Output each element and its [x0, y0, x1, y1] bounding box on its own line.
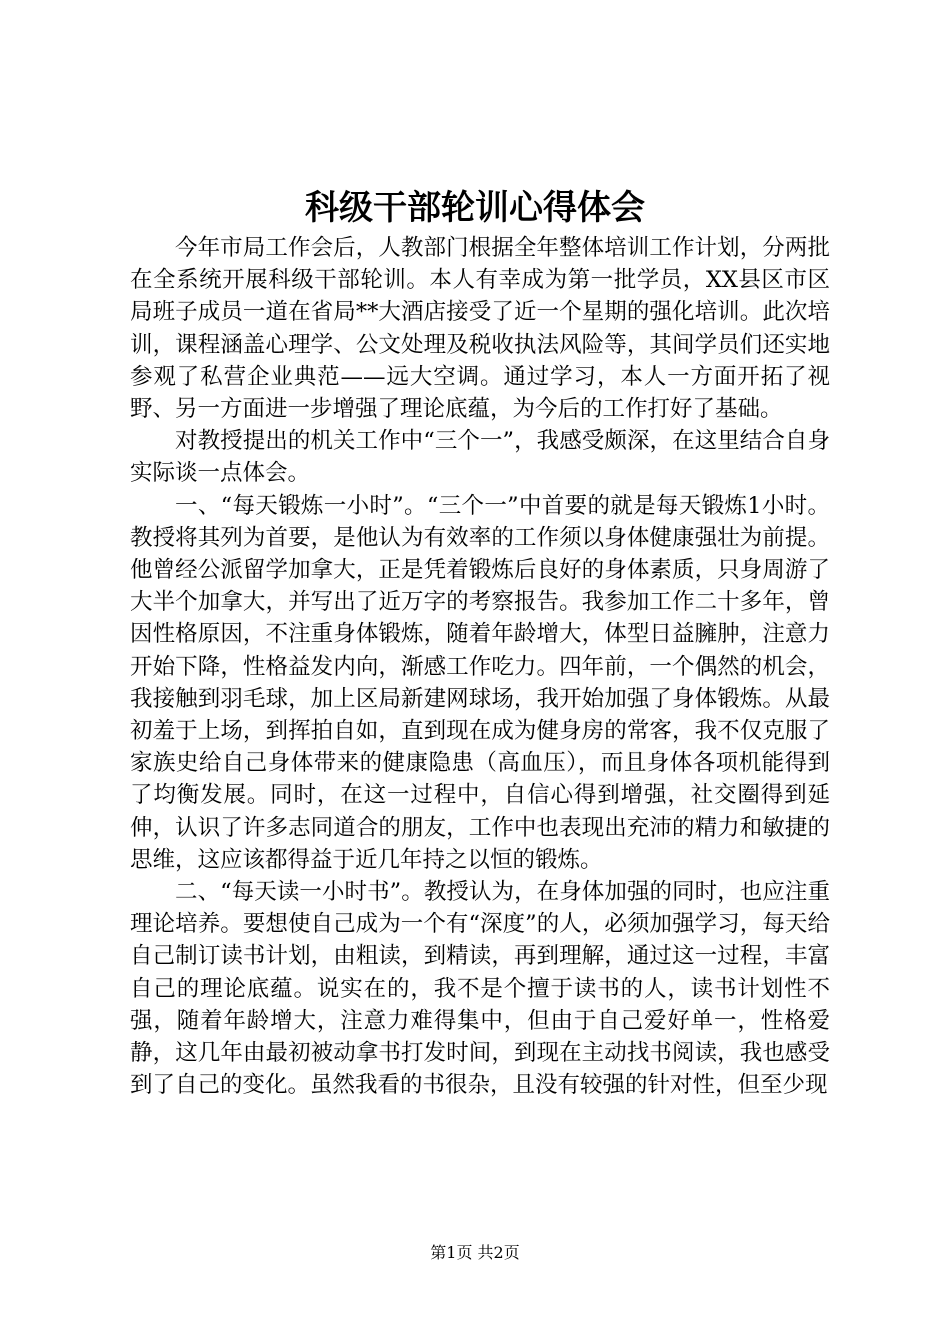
document-body	[130, 232, 830, 1101]
document-title: 科级干部轮训心得体会	[305, 188, 645, 228]
page-footer: 第1页 共2页	[430, 1243, 520, 1262]
paragraph-intro: 今年市局工作会后，人教部门根据全年整体培训工作计划，分两批在全系统开展科级干部轮训。本人有幸成为第一批学员，XX县区市区局班子成员一道在省局**大酒店接受了近一个星期的强化培训。此次培训，课程涵盖心理学、公文处理及税收执法风险等，其间学员们还实地参观了私营企业典范——远大空调。通过学习，本人一方面开拓了视野、另一方面进一步增强了理论底蕴，为今后的工作打好了基础。	[130, 235, 830, 423]
paragraph-reading: 二、“每天读一小时书”。教授认为，在身体加强的同时，也应注重理论培养。要想使自己成为一个有“深度”的人，必须加强学习，每天给自己制订读书计划，由粗读，到精读，再到理解，通过这一过程，丰富自己的理论底蕴。说实在的，我不是个擅于读书的人，读书计划性不强，随着年龄增大，注意力难得集中，但由于自己爱好单一，性格爱静，这几年由最初被动拿书打发时间，到现在主动找书阅读，我也感受到了自己的变化。虽然我看的书很杂，且没有较强的针对性，但至少现	[130, 879, 830, 1099]
paragraph-exercise: 一、“每天锻炼一小时”。“三个一”中首要的就是每天锻炼1小时。教授将其列为首要，是他认为有效率的工作须以身体健康强壮为前提。他曾经公派留学加拿大，正是凭着锻炼后良好的身体素质，只身周游了大半个加拿大，并写出了近万字的考察报告。我参加工作二十多年，曾因性格原因，不注重身体锻炼，随着年龄增大，体型日益臃肿，注意力开始下降，性格益发内向，渐感工作吃力。四年前，一个偶然的机会，我接触到羽毛球，加上区局新建网球场，我开始加强了身体锻炼。从最初羞于上场，到挥拍自如，直到现在成为健身房的常客，我不仅克服了家族史给自己身体带来的健康隐患（高血压），而且身体各项机能得到了均衡发展。同时，在这一过程中，自信心得到增强，社交圈得到延伸，认识了许多志同道合的朋友，工作中也表现出充沛的精力和敏捷的思维，这应该都得益于近几年持之以恒的锻炼。	[130, 492, 830, 873]
paragraph-three-ones: 对教授提出的机关工作中“三个一”，我感受颇深，在这里结合自身实际谈一点体会。	[130, 428, 830, 487]
